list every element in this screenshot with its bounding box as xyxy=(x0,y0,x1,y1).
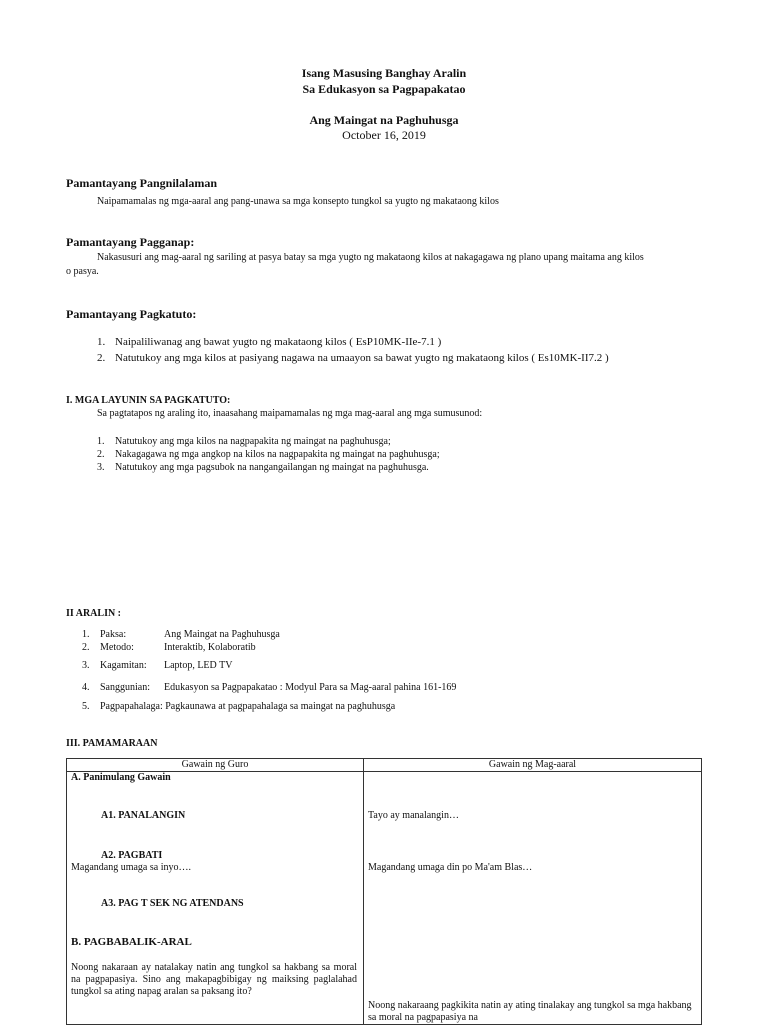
aralin-item xyxy=(82,682,456,693)
list-number: 4. xyxy=(82,682,90,693)
aralin-value: Interaktib, Kolaboratib xyxy=(164,642,256,653)
layunin-item xyxy=(97,462,429,473)
doc-title-line1: Isang Masusing Banghay Aralin xyxy=(301,66,467,80)
list-text: Nakagagawa ng mga angkop na kilos na nagpapakita ng maingat na paghuhusga; xyxy=(115,449,440,460)
pamamaraan-heading: III. PAMAMARAAN xyxy=(66,738,158,749)
lesson-topic: Ang Maingat na Paghuhusga xyxy=(309,113,459,127)
aralin-value: Ang Maingat na Paghuhusga xyxy=(164,629,280,640)
a1-heading: A1. PANALANGIN xyxy=(101,810,186,821)
student-cell xyxy=(364,772,702,1025)
list-number: 2. xyxy=(97,449,105,460)
layunin-item xyxy=(97,436,391,447)
teacher-cell xyxy=(67,772,364,1025)
pagkatuto-item xyxy=(97,352,609,364)
a3-heading: A3. PAG T SEK NG ATENDANS xyxy=(101,898,244,909)
aralin-label: Paksa: xyxy=(100,629,127,640)
layunin-heading: I. MGA LAYUNIN SA PAGKATUTO: xyxy=(66,395,231,406)
col-header-teacher: Gawain ng Guro xyxy=(67,759,364,772)
aralin-value: Edukasyon sa Pagpapakatao : Modyul Para sa Mag-aaral pahina 161-169 xyxy=(164,682,457,693)
pagganap-heading: Pamantayang Pagganap: xyxy=(66,235,195,249)
list-number: 1. xyxy=(97,436,105,447)
list-number: 3. xyxy=(82,660,90,671)
pangnilalaman-text: Naipamamalas ng mga-aaral ang pang-unawa sa mga konsepto tungkol sa yugto ng makataong kilos xyxy=(97,196,499,207)
list-number: 2. xyxy=(82,642,90,653)
aralin-heading: II ARALIN : xyxy=(66,608,122,619)
list-number: 1. xyxy=(82,629,90,640)
aralin-item xyxy=(82,629,280,640)
layunin-intro: Sa pagtatapos ng araling ito, inaasahang maipamamalas ng mga mag-aaral ang mga sumusunod: xyxy=(97,408,483,419)
table-row xyxy=(67,772,702,1025)
aralin-label: Sanggunian: xyxy=(100,682,150,693)
aralin-item xyxy=(82,642,256,653)
doc-title-line2: Sa Edukasyon sa Pagpapakatao xyxy=(302,82,466,96)
pagganap-text-line2: o pasya. xyxy=(66,266,99,277)
panimula-heading: A. Panimulang Gawain xyxy=(71,772,171,783)
a1-student-text: Tayo ay manalangin… xyxy=(368,810,459,821)
pangnilalaman-heading: Pamantayang Pangnilalaman xyxy=(66,176,218,190)
procedure-table xyxy=(66,758,702,1025)
pagkatuto-item xyxy=(97,336,441,348)
aralin-label: Metodo: xyxy=(100,642,134,653)
a2-student-text: Magandang umaga din po Ma'am Blas… xyxy=(368,862,533,873)
b-student-text: Noong nakaraang pagkikita natin ay ating tinalakay ang tungkol sa mga hakbang sa moral na pagpapasiya na xyxy=(368,1000,692,1023)
col-header-student: Gawain ng Mag-aaral xyxy=(364,759,702,772)
aralin-value: Laptop, LED TV xyxy=(164,660,233,671)
list-number: 1. xyxy=(97,336,106,348)
aralin-label: Kagamitan: xyxy=(100,660,147,671)
pagganap-text-line1: Nakasusuri ang mag-aaral ng sariling at pasya batay sa mga yugto ng makataong kilos at nakagagawa ng plano upang maitama ang kilos xyxy=(97,252,644,263)
layunin-item xyxy=(97,449,440,460)
list-number: 2. xyxy=(97,352,106,364)
a2-teacher-text: Magandang umaga sa inyo…. xyxy=(71,862,191,873)
list-text: Natutukoy ang mga kilos at pasiyang nagawa na umaayon sa bawat yugto ng makataong kilos ( Es10MK-II7.2 ) xyxy=(115,352,609,364)
list-number: 3. xyxy=(97,462,105,473)
list-number: 5. xyxy=(82,701,90,712)
table-header-row xyxy=(67,759,702,772)
list-text: Natutukoy ang mga kilos na nagpapakita ng maingat na paghuhusga; xyxy=(115,436,391,447)
aralin-item xyxy=(82,660,232,671)
a2-heading: A2. PAGBATI xyxy=(101,850,163,861)
aralin-value: Pagpapahalaga: Pagkaunawa at pagpapahalaga sa maingat na paghuhusga xyxy=(100,701,396,712)
aralin-item xyxy=(82,701,395,712)
b-teacher-text: Noong nakaraan ay natalakay natin ang tungkol sa hakbang sa moral na pagpapasiya. Sino ang makapagbibigay ng maiksing paglalahad tungkol sa ating napag aralan sa paksang ito? xyxy=(71,962,357,997)
list-text: Naipaliliwanag ang bawat yugto ng makataong kilos ( EsP10MK-IIe-7.1 ) xyxy=(115,336,442,348)
lesson-date: October 16, 2019 xyxy=(342,128,426,142)
list-text: Natutukoy ang mga pagsubok na nangangailangan ng maingat na paghuhusga. xyxy=(115,462,429,473)
pagkatuto-heading: Pamantayang Pagkatuto: xyxy=(66,307,197,321)
b-heading: B. PAGBABALIK-ARAL xyxy=(71,936,192,948)
